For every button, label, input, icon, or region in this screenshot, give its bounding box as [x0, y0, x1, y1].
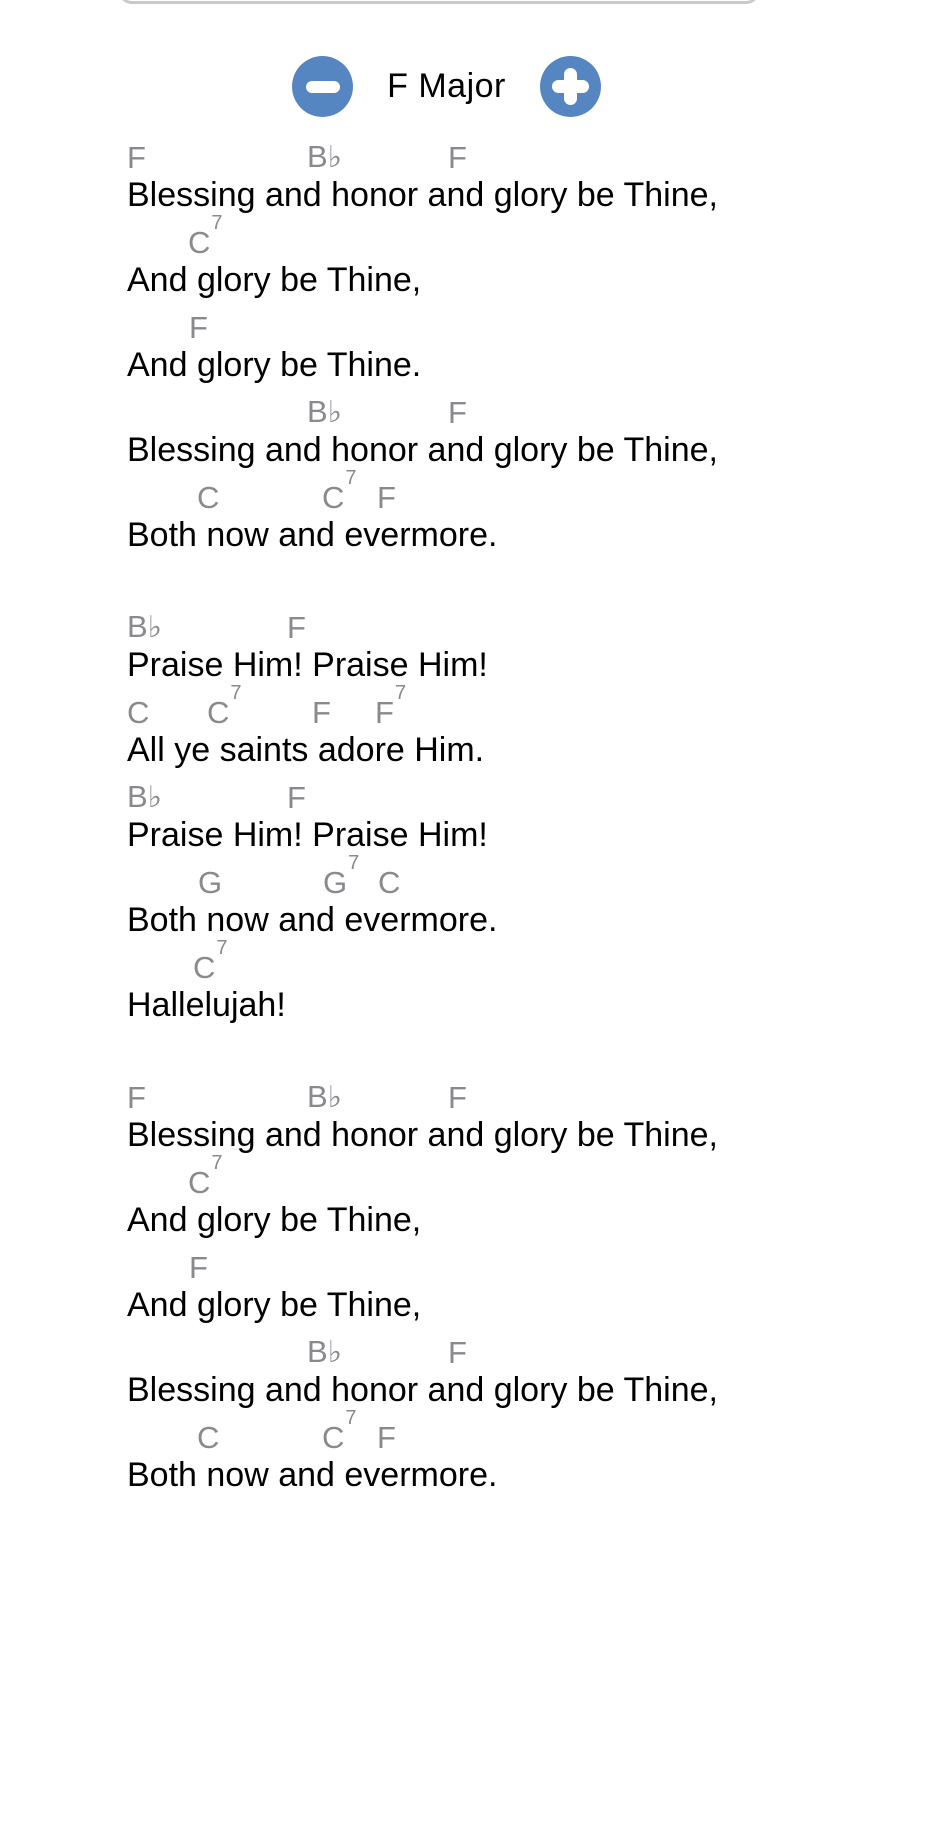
lyric-line: Both now and evermore. [127, 516, 498, 554]
chord-symbol: B♭ [307, 394, 342, 429]
chord-symbol: F [377, 1420, 396, 1455]
song-line [127, 466, 927, 557]
chord-symbol: $G^7$ [323, 851, 360, 900]
lyric-line: And glory be Thine, [127, 1286, 422, 1324]
song-line [127, 1406, 927, 1497]
chord-extension: 7 [345, 466, 357, 489]
chord-symbol: $C^7$ [322, 466, 357, 515]
song-line [127, 132, 927, 217]
chord-row [127, 1072, 927, 1114]
lyric-line: Blessing and honor and glory be Thine, [127, 431, 718, 469]
chord-extension: 7 [211, 1151, 223, 1174]
song-line [127, 772, 927, 857]
previous-card-bottom-edge [118, 0, 760, 4]
chord-extension: 7 [394, 681, 407, 704]
song-line [127, 302, 927, 387]
chord-row [127, 302, 927, 344]
plus-icon [552, 68, 589, 105]
section-verse-1 [127, 132, 927, 557]
chord-symbol: G [198, 865, 223, 900]
transpose-control [0, 56, 910, 117]
song-line [127, 387, 927, 472]
song-line [127, 681, 927, 772]
chord-symbol: F [448, 395, 467, 430]
lyric-line: Both now and evermore. [127, 1456, 498, 1494]
chord-symbol: $C^7$ [322, 1406, 357, 1455]
lyric-line: Praise Him! Praise Him! [127, 646, 488, 684]
chord-row [127, 1151, 927, 1200]
lyric-line: All ye saints adore Him. [127, 731, 485, 769]
section-verse-2 [127, 1072, 927, 1497]
chord-symbol: F [377, 480, 396, 515]
chord-sheet [127, 132, 927, 1542]
chord-symbol: C [197, 480, 220, 515]
chord-row [127, 851, 927, 900]
flat-sign: ♭ [327, 396, 342, 429]
chord-row [127, 466, 927, 515]
chord-extension: 7 [216, 936, 228, 959]
chord-extension: 7 [345, 1406, 357, 1429]
chord-symbol: B♭ [307, 139, 342, 174]
chord-symbol: F [312, 695, 331, 730]
chord-symbol: $F^7$ [375, 681, 407, 730]
transpose-down-button[interactable] [292, 56, 353, 117]
lyric-line: Blessing and honor and glory be Thine, [127, 176, 718, 214]
chord-extension: 7 [348, 851, 360, 874]
chord-extension: 7 [230, 681, 242, 704]
song-line [127, 1327, 927, 1412]
chord-extension: 7 [211, 211, 223, 234]
chord-symbol: $C^7$ [207, 681, 242, 730]
chord-row [127, 387, 927, 429]
chord-symbol: F [127, 1080, 146, 1115]
chord-row [127, 1327, 927, 1369]
chord-row [127, 132, 927, 174]
chord-symbol: F [448, 1080, 467, 1115]
chord-symbol: C [378, 865, 401, 900]
song-line [127, 602, 927, 687]
minus-icon [306, 81, 340, 93]
chord-symbol: B♭ [307, 1334, 342, 1369]
transpose-up-button[interactable] [540, 56, 601, 117]
chord-symbol: F [189, 310, 208, 345]
song-line [127, 1151, 927, 1242]
flat-sign: ♭ [327, 141, 342, 174]
chord-row [127, 681, 927, 730]
chord-row [127, 772, 927, 814]
lyric-line: Blessing and honor and glory be Thine, [127, 1371, 718, 1409]
song-line [127, 1242, 927, 1327]
chord-row [127, 211, 927, 260]
chord-symbol: F [287, 780, 306, 815]
lyric-line: And glory be Thine, [127, 1201, 422, 1239]
lyric-line: Blessing and honor and glory be Thine, [127, 1116, 718, 1154]
song-line [127, 1072, 927, 1157]
chord-symbol: C [127, 695, 150, 730]
chord-row [127, 936, 927, 985]
lyric-line: And glory be Thine. [127, 346, 422, 384]
flat-sign: ♭ [327, 1336, 342, 1369]
chord-symbol: B♭ [127, 779, 162, 814]
chord-symbol: $C^7$ [188, 1151, 223, 1200]
current-key-label: F Major [387, 67, 506, 105]
song-line [127, 851, 927, 942]
chord-row [127, 602, 927, 644]
chord-symbol: B♭ [307, 1079, 342, 1114]
song-line [127, 211, 927, 302]
lyric-line: Hallelujah! [127, 986, 286, 1024]
lyric-line: And glory be Thine, [127, 261, 422, 299]
chord-symbol: F [127, 140, 146, 175]
chord-symbol: $C^7$ [193, 936, 228, 985]
chord-symbol: F [189, 1250, 208, 1285]
chord-row [127, 1406, 927, 1455]
lyric-line: Both now and evermore. [127, 901, 498, 939]
chord-symbol: B♭ [127, 609, 162, 644]
flat-sign: ♭ [147, 781, 162, 814]
chord-symbol: $C^7$ [188, 211, 223, 260]
chord-symbol: F [448, 1335, 467, 1370]
song-line [127, 936, 927, 1027]
flat-sign: ♭ [327, 1081, 342, 1114]
section-chorus [127, 602, 927, 1027]
lyric-line: Praise Him! Praise Him! [127, 816, 488, 854]
chord-symbol: F [287, 610, 306, 645]
chord-row [127, 1242, 927, 1284]
chord-symbol: F [448, 140, 467, 175]
chord-symbol: C [197, 1420, 220, 1455]
flat-sign: ♭ [147, 611, 162, 644]
